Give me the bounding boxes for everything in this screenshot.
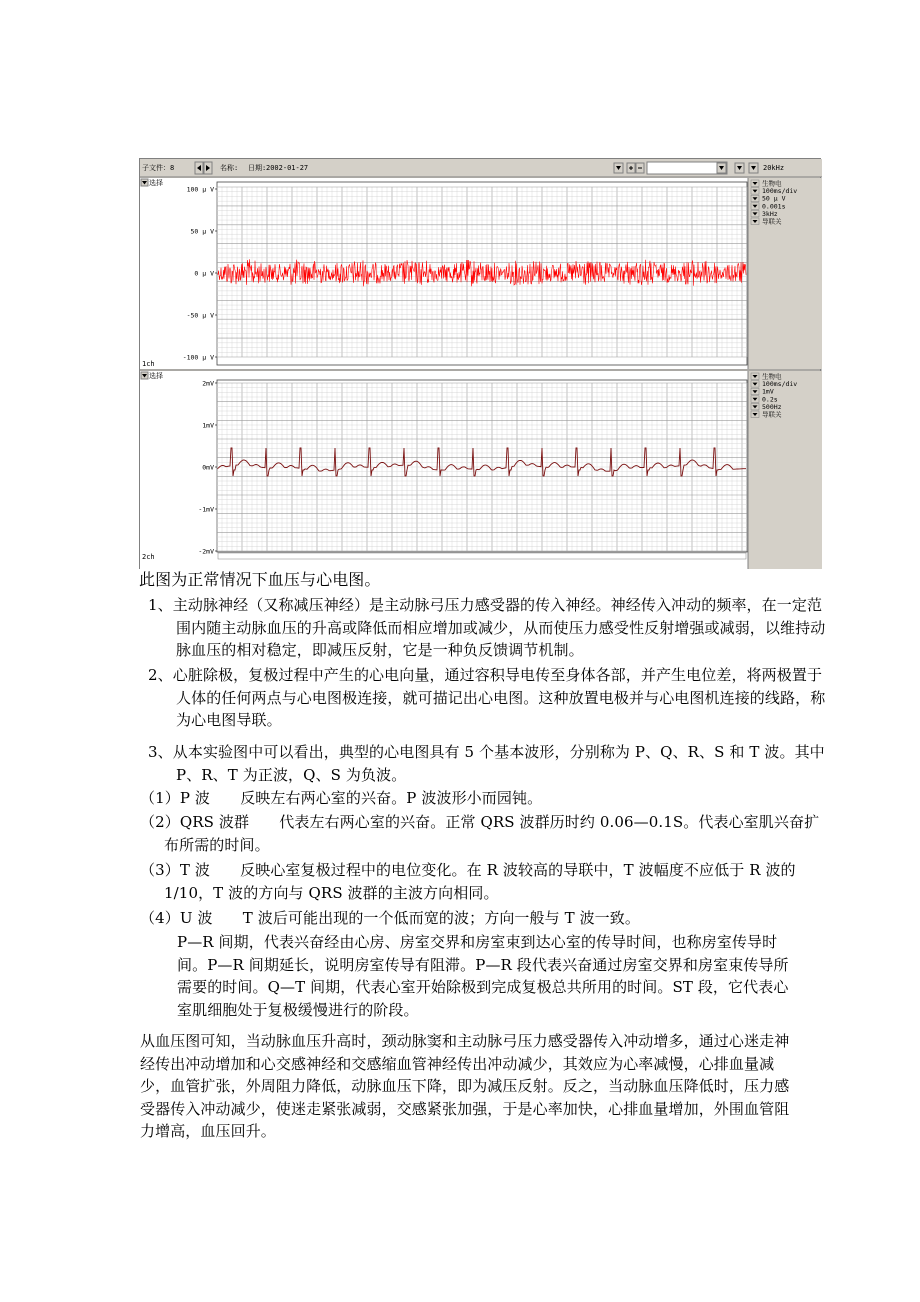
conclusion-paragraph: 从血压图可知，当动脉血压升高时，颈动脉窦和主动脉弓压力感受器传入冲动增多，通过心迷走神经传出冲动增加和心交感神经和交感缩血管神经传出冲动减少，其效应为心率减慢，心排血量减少，血管扩张，外周阻力降低，动脉血压下降，即为减压反射。反之，当动脉血压降低时，压力感受器传入冲动减少，使迷走紧张减弱，交感紧张加强，于是心率加快，心排血量增加，外围血管阻力增高，血压回升。 bbox=[140, 1032, 790, 1140]
wave-item-u: （4）U 波 T 波后可能出现的一个低而宽的波；方向一般与 T 波一致。 bbox=[140, 909, 640, 927]
date-label: 日期: bbox=[248, 164, 267, 172]
y-tick-label: 100 μ V bbox=[186, 185, 214, 194]
setting-dropdown[interactable] bbox=[751, 188, 759, 195]
setting-label: 1mV bbox=[762, 387, 774, 396]
setting-label: 生物电 bbox=[762, 372, 782, 381]
channel-2-select-label: 选择 bbox=[149, 372, 163, 380]
setting-label: 100ms/div bbox=[762, 187, 798, 196]
channel-1-select-button[interactable] bbox=[141, 179, 148, 186]
paragraph-item-2: 2、心脏除极，复极过程中产生的心电向量，通过容积导电传至身体各部，并产生电位差，将两极置于人体的任何两点与心电图极连接，就可描记出心电图。这种放置电极并与心电图机连接的线路，称为心电图导联。 bbox=[148, 666, 826, 729]
zoom-in-button[interactable] bbox=[627, 163, 635, 173]
setting-dropdown[interactable] bbox=[751, 180, 759, 187]
setting-label: 3kHz bbox=[762, 209, 778, 218]
name-label: 名称: bbox=[220, 164, 239, 172]
figure-caption: 此图为正常情况下血压与心电图。 bbox=[139, 570, 381, 589]
setting-label: 生物电 bbox=[762, 179, 782, 188]
horizontal-scrollbar[interactable] bbox=[218, 553, 746, 559]
setting-label: 0.001s bbox=[762, 202, 786, 211]
zoom-out-button[interactable] bbox=[636, 163, 644, 173]
channel-1-panel bbox=[140, 178, 822, 369]
prev-file-button[interactable] bbox=[195, 162, 203, 174]
toolbar-dropdown-1[interactable] bbox=[614, 163, 623, 173]
setting-label: 50 μ V bbox=[762, 194, 786, 203]
ecg-screenshot bbox=[139, 158, 821, 569]
setting-label: 500Hz bbox=[762, 402, 782, 411]
setting-dropdown[interactable] bbox=[751, 373, 759, 380]
y-tick-label: 0 μ V bbox=[194, 269, 214, 278]
channel-1-select-label: 选择 bbox=[149, 179, 163, 187]
channel-1-label: 1ch bbox=[142, 360, 155, 368]
paragraph-item-1: 1、主动脉神经（又称减压神经）是主动脉弓压力感受器的传入神经。神经传入冲动的频率，在一定范围内随主动脉血压的升高或降低而相应增加或减少，从而使压力感受性反射增强或减弱，以维持动脉血压的相对稳定，即减压反射，它是一种负反馈调节机制。 bbox=[148, 596, 826, 659]
channel-2-panel bbox=[140, 371, 822, 569]
setting-dropdown[interactable] bbox=[751, 396, 759, 403]
next-file-button[interactable] bbox=[204, 162, 212, 174]
setting-label: 导联关 bbox=[762, 217, 782, 226]
subfile-label: 子文件：8 bbox=[142, 164, 175, 172]
setting-dropdown[interactable] bbox=[751, 381, 759, 388]
setting-dropdown[interactable] bbox=[751, 403, 759, 410]
channel-2-select-button[interactable] bbox=[141, 372, 148, 379]
setting-dropdown[interactable] bbox=[751, 411, 759, 418]
setting-label: 100ms/div bbox=[762, 380, 798, 389]
setting-dropdown[interactable] bbox=[751, 218, 759, 225]
y-tick-label: -100 μ V bbox=[182, 353, 214, 362]
wave-item-p: （1）P 波 反映左右两心室的兴奋。P 波波形小而园钝。 bbox=[140, 789, 543, 807]
wave-item-qrs: （2）QRS 波群 代表左右两心室的兴奋。正常 QRS 波群历时约 0.06—0.1S。代表心室肌兴奋扩布所需的时间。 bbox=[140, 813, 820, 854]
setting-dropdown[interactable] bbox=[751, 195, 759, 202]
paragraph-item-3: 3、从本实验图中可以看出，典型的心电图具有 5 个基本波形，分别称为 P、Q、R、S 和 T 波。其中 P、R、T 为正波，Q、S 为负波。 bbox=[148, 743, 825, 784]
date-value: 2002-01-27 bbox=[266, 164, 309, 172]
y-tick-label: 0mV bbox=[202, 463, 214, 472]
toolbar-dropdown-3[interactable] bbox=[749, 163, 758, 173]
y-tick-label: 50 μ V bbox=[190, 227, 214, 236]
y-tick-label: -50 μ V bbox=[186, 311, 214, 320]
y-tick-label: -1mV bbox=[198, 505, 214, 514]
toolbar-dropdown-2[interactable] bbox=[735, 163, 744, 173]
setting-dropdown[interactable] bbox=[751, 210, 759, 217]
interval-description: P—R 间期，代表兴奋经由心房、房室交界和房室束到达心室的传导时间，也称房室传导时间。P—R 间期延长，说明房室传导有阻滞。P—R 段代表兴奋通过房室交界和房室束传导所需要的时间。Q—T 间期，代表心室开始除极到完成复极总共所用的时间。ST 段，它代表心室肌细胞处于复极缓慢进行的阶段。 bbox=[177, 933, 789, 1019]
ecg-recorder-window bbox=[140, 159, 822, 570]
setting-label: 导联关 bbox=[762, 410, 782, 419]
setting-label: 0.2s bbox=[762, 395, 778, 404]
sample-rate-label: 20kHz bbox=[763, 164, 785, 172]
y-tick-label: 1mV bbox=[202, 421, 214, 430]
channel-2-label: 2ch bbox=[142, 553, 155, 561]
setting-dropdown[interactable] bbox=[751, 388, 759, 395]
y-tick-label: -2mV bbox=[198, 547, 214, 556]
y-tick-label: 2mV bbox=[202, 379, 214, 388]
wave-item-t: （3）T 波 反映心室复极过程中的电位变化。在 R 波较高的导联中，T 波幅度不应低于 R 波的 1/10，T 波的方向与 QRS 波群的主波方向相同。 bbox=[140, 861, 796, 902]
setting-dropdown[interactable] bbox=[751, 203, 759, 210]
toolbar-select[interactable] bbox=[647, 162, 727, 174]
